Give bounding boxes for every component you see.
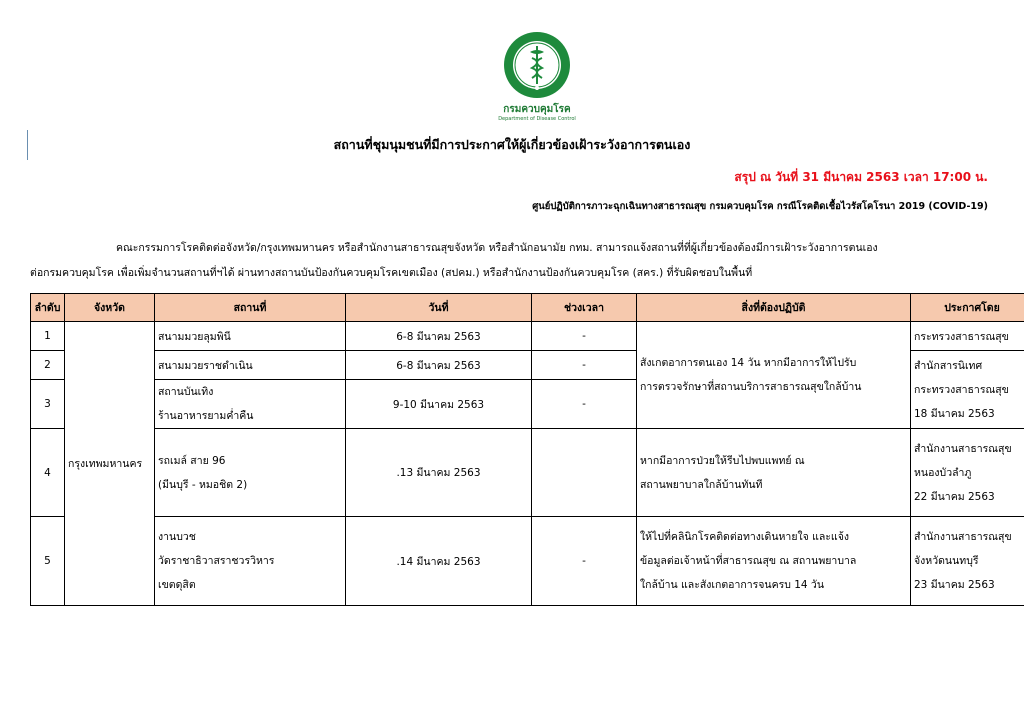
row-action: หากมีอาการป่วยให้รีบไปพบแพทย์ ณ สถานพยาบาลใกล้บ้านทันที [637,429,911,517]
row-time [532,429,637,517]
row-announced-by: สำนักสารนิเทศ กระทรวงสาธารณสุข 18 มีนาคม 2563 [911,351,1024,429]
row-date: .14 มีนาคม 2563 [346,517,532,606]
row-place: งานบวช วัดราชาธิวาสราชวรวิหาร เขตดุสิต [155,517,346,606]
col-header-action: สิ่งที่ต้องปฏิบัติ [637,294,911,322]
row-date: 9-10 มีนาคม 2563 [346,380,532,429]
summary-date: สรุป ณ วันที่ 31 มีนาคม 2563 เวลา 17:00 น. [734,170,988,184]
intro-line-1: คณะกรรมการโรคติดต่อจังหวัด/กรุงเทพมหานคร หรือสำนักงานสาธารณสุขจังหวัด หรือสำนักอนามัย กทม. สามารถแจ้งสถานที่ที่ผู้เกี่ยวข้องต้องมีการเฝ้าระวังอาการตนเอง [116,242,878,254]
col-header-place: สถานที่ [155,294,346,322]
row-time: - [532,351,637,380]
places-table [30,293,1024,606]
row-place: รถเมล์ สาย 96 (มีนบุรี - หมอชิต 2) [155,429,346,517]
row-place: สนามมวยลุมพินี [155,322,346,351]
row-announced-by: กระทรวงสาธารณสุข [911,322,1024,351]
row-no: 3 [31,380,65,429]
row-time: - [532,322,637,351]
row-no: 4 [31,429,65,517]
table-row [31,322,1024,351]
row-place: สนามมวยราชดำเนิน [155,351,346,380]
department-name-en: Department of Disease Control [498,116,576,122]
row-no: 1 [31,322,65,351]
row-announced-by: สำนักงานสาธารณสุข หนองบัวลำภู 22 มีนาคม 2563 [911,429,1024,517]
department-name-th: กรมควบคุมโรค [503,104,571,115]
col-header-time: ช่วงเวลา [532,294,637,322]
province-cell: กรุงเทพมหานคร [65,322,155,606]
table-header-row [31,294,1024,322]
col-header-province: จังหวัด [65,294,155,322]
intro-line-2: ต่อกรมควบคุมโรค เพื่อเพิ่มจำนวนสถานที่ฯได้ ผ่านทางสถานบันป้องกันควบคุมโรคเขตเมือง (สปคม.) หรือสำนักงานป้องกันควบคุมโรค (สคร.) ที่รับผิดชอบในพื้นที่ [30,267,753,279]
row-date: 6-8 มีนาคม 2563 [346,322,532,351]
row-action: ให้ไปที่คลินิกโรคติดต่อทางเดินหายใจ และแจ้ง ข้อมูลต่อเจ้าหน้าที่สาธารณสุข ณ สถานพยาบาล ใกล้บ้าน และสังเกตอาการจนครบ 14 วัน [637,517,911,606]
row-date: 6-8 มีนาคม 2563 [346,351,532,380]
ministry-seal-icon [502,30,572,100]
col-header-no: ลำดับ [31,294,65,322]
col-header-date: วันที่ [346,294,532,322]
row-no: 5 [31,517,65,606]
issuing-center: ศูนย์ปฏิบัติการภาวะฉุกเฉินทางสาธารณสุข กรมควบคุมโรค กรณีโรคติดเชื้อไวรัสโคโรนา 2019 (COVID-19) [532,201,988,212]
table-row [31,429,1024,517]
table-row [31,517,1024,606]
row-announced-by: สำนักงานสาธารณสุข จังหวัดนนทบุรี 23 มีนาคม 2563 [911,517,1024,606]
row-date: .13 มีนาคม 2563 [346,429,532,517]
row-place: สถานบันเทิง ร้านอาหารยามค่ำคืน [155,380,346,429]
col-header-announced-by: ประกาศโดย [911,294,1024,322]
intro-paragraph [30,236,995,286]
row-time: - [532,380,637,429]
page-title: สถานที่ชุมนุมชนที่มีการประกาศให้ผู้เกี่ยวข้องเฝ้าระวังอาการตนเอง [333,137,691,152]
shared-action-cell: สังเกตอาการตนเอง 14 วัน หากมีอาการให้ไปรับ การตรวจรักษาที่สถานบริการสาธารณสุขใกล้บ้าน [637,322,911,429]
row-time: - [532,517,637,606]
row-no: 2 [31,351,65,380]
